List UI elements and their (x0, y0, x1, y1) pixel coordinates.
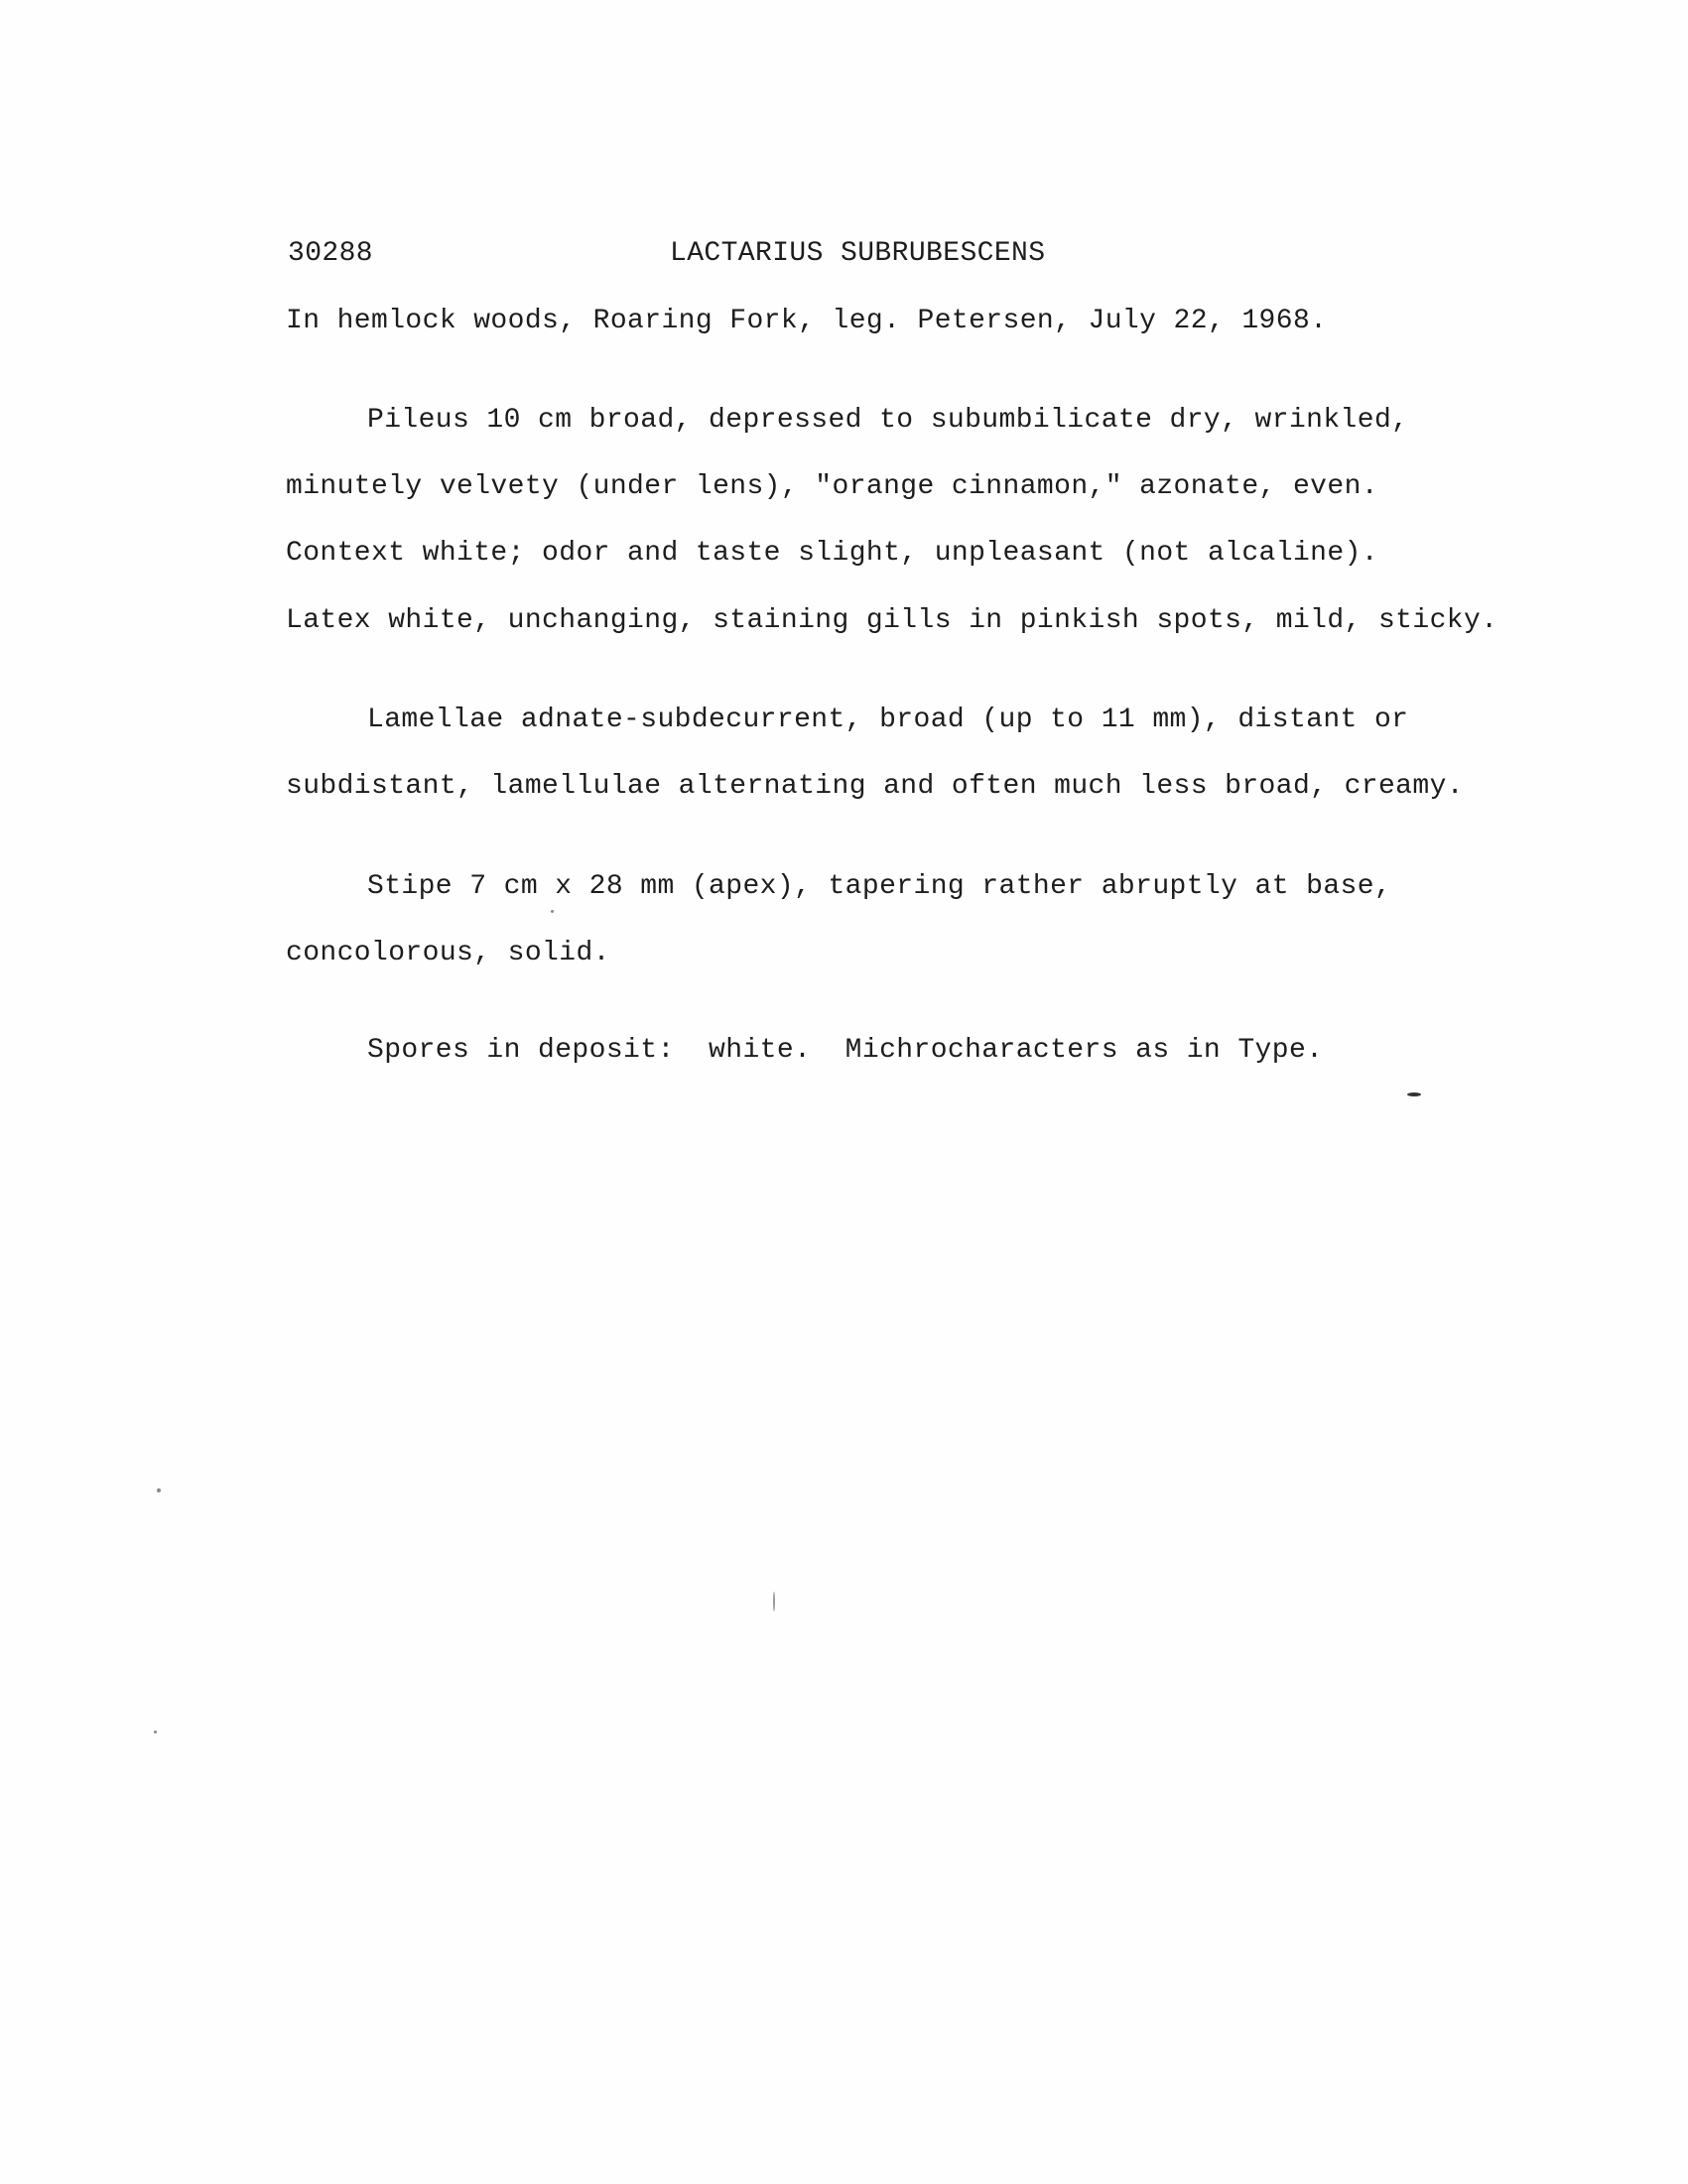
pileus-line-2: minutely velvety (under lens), "orange cinnamon," azonate, even. (286, 471, 1378, 502)
stipe-line-2: concolorous, solid. (286, 938, 610, 968)
collection-line: In hemlock woods, Roaring Fork, leg. Petersen, July 22, 1968. (286, 306, 1328, 336)
pileus-line-4: Latex white, unchanging, staining gills in pinkish spots, mild, sticky. (286, 605, 1498, 636)
dust-speck (551, 910, 554, 913)
ink-mark (1407, 1092, 1421, 1096)
dust-speck (157, 1488, 161, 1492)
stipe-line-1: Stipe 7 cm x 28 mm (apex), tapering rather abruptly at base, (367, 871, 1392, 902)
spores-line-1: Spores in deposit: white. Michrocharacters as in Type. (367, 1035, 1324, 1066)
spores-paragraph (0, 923, 1688, 1066)
ink-mark (773, 1592, 775, 1611)
species-title: LACTARIUS SUBRUBESCENS (670, 238, 1046, 269)
accession-number: 30288 (288, 238, 374, 269)
dust-speck (154, 1731, 157, 1734)
scan-specks (0, 1107, 1688, 1323)
pileus-line-3: Context white; odor and taste slight, unpleasant (not alcaline). (286, 538, 1378, 569)
lamellae-line-1: Lamellae adnate-subdecurrent, broad (up to 11 mm), distant or (367, 705, 1409, 735)
lamellae-line-2: subdistant, lamellulae alternating and often much less broad, creamy. (286, 771, 1464, 802)
pileus-line-1: Pileus 10 cm broad, depressed to subumbilicate dry, wrinkled, (367, 405, 1409, 436)
